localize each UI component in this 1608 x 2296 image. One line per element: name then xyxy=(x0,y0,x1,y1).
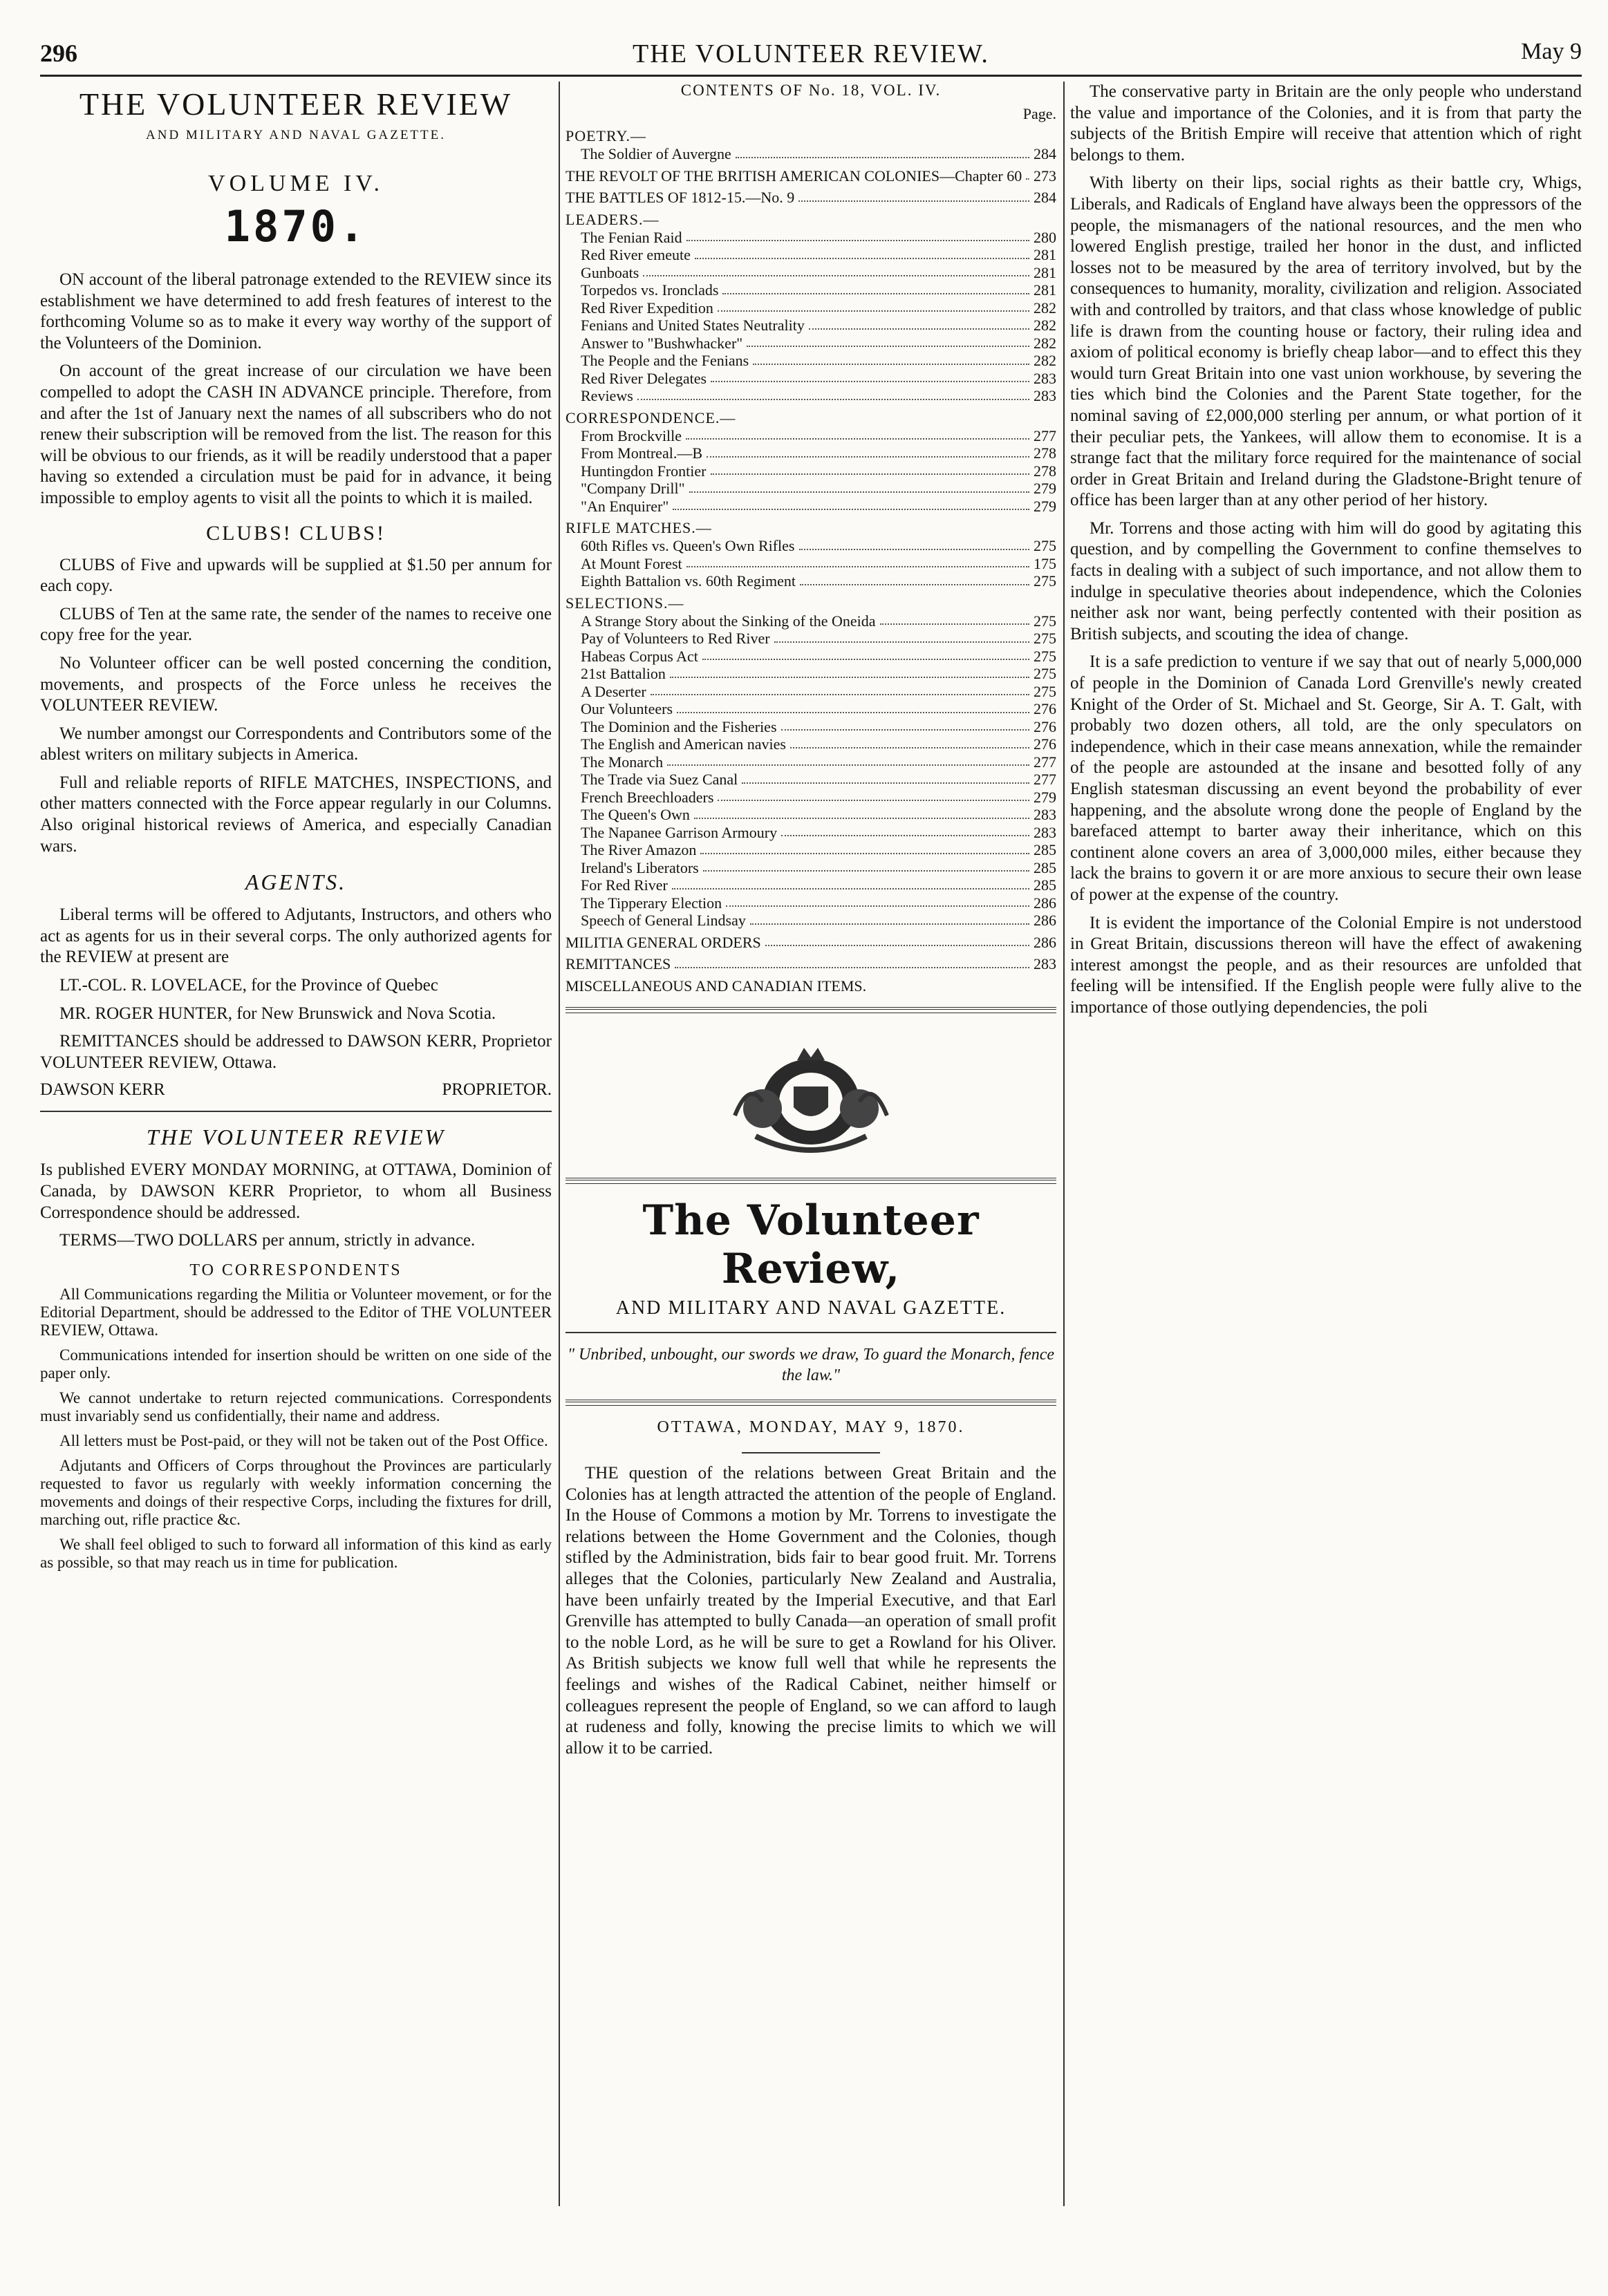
toc-leader-dots xyxy=(1026,167,1029,180)
toc-entry-title: Our Volunteers xyxy=(581,700,673,717)
toc-section xyxy=(565,127,1056,163)
toc-entry-page: 282 xyxy=(1034,317,1056,334)
clubs-paragraph: No Volunteer officer can be well posted concerning the condition, movements, and prospects of the Force unless he receives the VOLUNTEER REVIEW. xyxy=(40,653,552,715)
toc-leader-dots xyxy=(799,537,1030,550)
toc-entry-title: Gunboats xyxy=(581,263,639,281)
column-rule-2 xyxy=(1063,82,1065,2206)
toc-entry-title: Fenians and United States Neutrality xyxy=(581,317,805,334)
toc-section xyxy=(565,167,1056,185)
toc-leader-dots xyxy=(702,648,1029,661)
dateline-rule xyxy=(742,1452,880,1453)
toc-leader-dots xyxy=(718,789,1029,802)
toc-leader-dots xyxy=(673,498,1029,511)
toc-entry xyxy=(565,572,1056,590)
toc-entry-title: The Soldier of Auvergne xyxy=(581,145,731,162)
toc-leader-dots xyxy=(798,189,1029,202)
toc-entry-title: Speech of General Lindsay xyxy=(581,912,746,929)
toc-entry-title: 60th Rifles vs. Queen's Own Rifles xyxy=(581,537,795,554)
clubs-paragraph: Full and reliable reports of RIFLE MATCHES, INSPECTIONS, and other matters connected with the Force appear regularly in our Columns. Also original historical reviews of America, and especially Canadian wars. xyxy=(40,773,552,856)
column-middle xyxy=(565,82,1056,2268)
toc-entry-title: "An Enquirer" xyxy=(581,497,669,515)
toc-entry xyxy=(565,370,1056,388)
toc-entry-page: 279 xyxy=(1034,497,1056,515)
toc-entry xyxy=(565,480,1056,498)
toc-entry xyxy=(565,683,1056,701)
publication-subtitle: AND MILITARY AND NAVAL GAZETTE. xyxy=(146,128,446,142)
toc-leader-dots xyxy=(637,387,1029,400)
toc-entry-page: 275 xyxy=(1034,537,1056,554)
toc-entry-page: 175 xyxy=(1034,554,1056,572)
toc-entry xyxy=(565,281,1056,299)
toc-entry xyxy=(565,444,1056,462)
toc-leader-dots xyxy=(711,370,1029,383)
toc-entry xyxy=(565,977,1056,995)
toc-leader-dots xyxy=(726,894,1029,907)
toc-entry-page: 275 xyxy=(1034,647,1056,665)
toc-leader-dots xyxy=(747,335,1029,348)
notice-paragraph: ON account of the liberal patronage extended to the REVIEW since its establishment we have determined to add fresh features of interest to the forthcoming Volume so as to make it every way worthy of the support of the Volunteers of the Dominion. xyxy=(40,270,552,352)
toc-leader-dots xyxy=(689,480,1029,493)
toc-leader-dots xyxy=(672,876,1029,890)
toc-leader-dots xyxy=(643,264,1029,277)
toc-entry-title: REMITTANCES xyxy=(565,955,671,972)
toc-leader-dots xyxy=(670,665,1029,678)
publication-title: THE VOLUNTEER REVIEW xyxy=(79,86,513,122)
toc-leader-dots xyxy=(686,229,1029,242)
agents-paragraph: MR. ROGER HUNTER, for New Brunswick and Nova Scotia. xyxy=(59,1004,496,1023)
toc-entry-page: 283 xyxy=(1034,806,1056,823)
masthead-title: The Volunteer Review, xyxy=(642,1196,980,1293)
toc-entry xyxy=(565,537,1056,555)
toc-entry-page: 275 xyxy=(1034,572,1056,590)
toc-entry-title: Red River Delegates xyxy=(581,369,707,387)
clubs-paragraph: CLUBS of Ten at the same rate, the sender of the names to receive one copy free for the year. xyxy=(40,604,552,645)
column-right xyxy=(1070,82,1582,2268)
toc-entry-page: 281 xyxy=(1034,246,1056,263)
toc-leader-dots xyxy=(677,700,1029,713)
toc-entry-title: Habeas Corpus Act xyxy=(581,647,698,665)
toc-section xyxy=(565,934,1056,952)
masthead-underline xyxy=(565,1332,1056,1333)
masthead-rule xyxy=(565,1178,1056,1184)
clubs-paragraph: CLUBS of Five and upwards will be supplied at $1.50 per annum for each copy. xyxy=(40,555,552,596)
notice-paragraph: On account of the great increase of our circulation we have been compelled to adopt the CASH IN ADVANCE principle. Therefore, from and after the 1st of January next the names of all subscribers who do not renew their subscription will be removed from the list. The reason for this will be obvious to our friends, as it will be readily understood that a paper having so extended a circulation must be paid for in advance, it being impossible to employ agents to visit all the points to which it is mailed. xyxy=(40,361,552,507)
article-paragraph: THE question of the relations between Great Britain and the Colonies has at length attracted the attention of the people of England. In the House of Commons a motion by Mr. Torrens to investigate the relations between the Home Government and the Colonies, though stifled by the Administration, bids fair to bear good fruit. Mr. Torrens alleges that the Colonies, particularly New Zealand and Australia, have been unfairly treated by the Imperial Executive, and that Earl Grenville has attempted to bully Canada—an operation of small profit to the noble Lord, as he will be sure to get a Rowland for his Oliver. As British subjects we know full well that while he represents the feelings and wishes of the Radical Cabinet, neither himself or colleagues represent the people of England, so we can afford to laugh at rudeness and folly, knowing the precise limits to which we will allow it to be carried. xyxy=(565,1464,1056,1758)
toc-leader-dots xyxy=(686,427,1029,440)
agents-paragraph: Liberal terms will be offered to Adjutants, Instructors, and others who act as agents for us in their several corps. The only authorized agents for the REVIEW at present are xyxy=(40,905,552,967)
toc-entry xyxy=(565,912,1056,930)
toc-entry-title: A Strange Story about the Sinking of the Oneida xyxy=(581,612,876,630)
toc-entry-page: 285 xyxy=(1034,858,1056,876)
toc-entry-title: 21st Battalion xyxy=(581,665,666,682)
toc-section-heading: SELECTIONS.— xyxy=(565,594,684,612)
toc-entry-title: The Dominion and the Fisheries xyxy=(581,717,777,735)
toc-entry xyxy=(565,612,1056,630)
agents-paragraph: LT.-COL. R. LOVELACE, for the Province of Quebec xyxy=(59,976,438,995)
toc-entry-title: Pay of Volunteers to Red River xyxy=(581,630,770,647)
toc-section xyxy=(565,977,1056,995)
toc-entry xyxy=(565,806,1056,824)
toc-entry-title: Eighth Battalion vs. 60th Regiment xyxy=(581,572,796,590)
toc-entry-page: 282 xyxy=(1034,334,1056,352)
toc-entry xyxy=(565,648,1056,666)
toc-leader-dots xyxy=(736,145,1029,158)
toc-entry-page: 282 xyxy=(1034,299,1056,317)
toc-entry xyxy=(565,771,1056,789)
masthead-motto: " Unbribed, unbought, our swords we draw, To guard the Monarch, fence the law." xyxy=(567,1346,1055,1384)
toc-entry-page: 276 xyxy=(1034,735,1056,753)
toc-entry-title: THE REVOLT OF THE BRITISH AMERICAN COLONIES—Chapter 60 xyxy=(565,167,1022,185)
toc-entry-page: 275 xyxy=(1034,630,1056,647)
page-number: 296 xyxy=(40,39,77,67)
article-paragraph: It is evident the importance of the Colonial Empire is not understood in Great Britain, discussions thereon will have the effect of awakening interest amongst the people, and as their resources are unfolded that feeling will be intensified. If the English people were fully alive to the importance of those outlying dependencies, the poli xyxy=(1070,913,1582,1017)
dateline: OTTAWA, MONDAY, MAY 9, 1870. xyxy=(657,1418,965,1436)
toc-entry-page: 275 xyxy=(1034,682,1056,700)
proprietor-name: DAWSON KERR xyxy=(40,1080,165,1100)
toc-leader-dots xyxy=(667,753,1029,766)
toc-entry-page: 285 xyxy=(1034,876,1056,894)
toc-entry-title: The Fenian Raid xyxy=(581,228,682,246)
page-header xyxy=(40,33,1582,77)
toc-entry xyxy=(565,789,1056,807)
toc-entry-page: 286 xyxy=(1034,912,1056,929)
toc-entry-title: Answer to "Bushwhacker" xyxy=(581,334,743,352)
toc-entry-page: 277 xyxy=(1034,753,1056,771)
toc-entry-page: 277 xyxy=(1034,426,1056,444)
toc-leader-dots xyxy=(700,841,1029,854)
toc-entry xyxy=(565,955,1056,973)
toc-entry xyxy=(565,555,1056,573)
toc-leader-dots xyxy=(781,824,1029,837)
toc-leader-dots xyxy=(753,352,1029,365)
toc-entry xyxy=(565,427,1056,445)
toc-entry xyxy=(565,894,1056,912)
contents-page-label: Page. xyxy=(1022,105,1056,122)
toc-leader-dots xyxy=(800,572,1029,585)
toc-entry xyxy=(565,753,1056,771)
toc-entry-title: A Deserter xyxy=(581,682,646,700)
toc-entry-page: 281 xyxy=(1034,263,1056,281)
running-title: THE VOLUNTEER REVIEW. xyxy=(633,39,989,68)
royal-arms-ornament xyxy=(728,1033,894,1157)
toc-section-heading: LEADERS.— xyxy=(565,210,660,228)
toc-entry-title: At Mount Forest xyxy=(581,554,682,572)
toc-section xyxy=(565,519,1056,590)
running-date: May 9 xyxy=(1521,39,1582,64)
correspondents-paragraph: Adjutants and Officers of Corps throughout the Provinces are particularly requested to favor us regularly with weekly information concerning the movements and doings of their respective Corps, including the fixtures for drill, marching out, rifle practice &c. xyxy=(40,1456,552,1528)
toc-entry-title: The Queen's Own xyxy=(581,806,690,823)
correspondents-paragraph: All Communications regarding the Militia or Volunteer movement, or for the Editorial Department, should be addressed to the Editor of THE VOLUNTEER REVIEW, Ottawa. xyxy=(40,1285,552,1339)
toc-entry xyxy=(565,246,1056,264)
toc-entry xyxy=(565,462,1056,480)
article-paragraph: It is a safe prediction to venture if we say that out of nearly 5,000,000 of people in the Dominion of Canada Lord Grenville's newly created Knight of the Order of St. Michael and St. George, Sir A. T. Galt, with probably two dozen others, all told, are the only speculators on independence, which in their case means annexation, while the remainder of the people are astounded at the insane and besotted folly of any English statesman discussing an event beyond the probability of ever happening, and the absolute wrong done the people of England by the barefaced attempt to barter away their inheritance, which on this continent alone covers an area of 3,000,000 miles, either because they lack the brains to govern it or are more anxious to secure their own lease of power at the expense of the country. xyxy=(1070,652,1582,904)
toc-entry xyxy=(565,299,1056,317)
toc-leader-dots xyxy=(694,806,1029,819)
toc-entry xyxy=(565,387,1056,405)
toc-entry xyxy=(565,264,1056,282)
toc-entry-page: 275 xyxy=(1034,665,1056,682)
toc-entry xyxy=(565,735,1056,753)
column-rule-1 xyxy=(559,82,560,2206)
toc-entry-page: 286 xyxy=(1034,894,1056,912)
tvr-heading: THE VOLUNTEER REVIEW xyxy=(146,1125,446,1150)
toc-entry-page: 283 xyxy=(1034,955,1056,972)
toc-entry-page: 284 xyxy=(1034,145,1056,162)
contents-rule xyxy=(565,1007,1056,1013)
toc-entry xyxy=(565,876,1056,894)
toc-leader-dots xyxy=(790,735,1029,749)
toc-entry xyxy=(565,189,1056,207)
toc-leader-dots xyxy=(742,771,1029,784)
toc-leader-dots xyxy=(675,955,1029,968)
toc-entry xyxy=(565,335,1056,352)
article-paragraph: Mr. Torrens and those acting with him will do good by agitating this question, and by compelling the Government to confine themselves to facts in dealing with a subject of such importance, and not allow them to indulge in speculative theories about independence, which the Colonies neither ask nor want, being perfectly contented with their position as British subjects, and scouting the idea of change. xyxy=(1070,518,1582,643)
toc-section xyxy=(565,409,1056,516)
toc-leader-dots xyxy=(809,317,1029,330)
tvr-paragraph: TERMS—TWO DOLLARS per annum, strictly in advance. xyxy=(59,1231,476,1250)
toc-entry-title: Torpedos vs. Ironclads xyxy=(581,281,719,299)
correspondents-paragraph: We shall feel obliged to such to forward all information of this kind as early as possible, so that may reach us in time for publication. xyxy=(40,1535,552,1571)
toc-entry-page: 277 xyxy=(1034,771,1056,788)
toc-leader-dots xyxy=(718,299,1029,312)
toc-entry-title: The Tipperary Election xyxy=(581,894,722,912)
toc-leader-dots xyxy=(880,612,1030,625)
toc-entry-title: The People and the Fenians xyxy=(581,352,749,369)
article-paragraph: With liberty on their lips, social rights as their battle cry, Whigs, Liberals, and Radicals of England have always been the oppressors of the people, the mismanagers of the national resources, and the men who lowered English prestige, trailed her honor in the dust, and inflicted losses not to be measured by the area of territory involved, but by the consequences to humanity, morality, civilization and religion. Associated with and controlled by traitors, and that class whose knowledge of public life is drawn from the counting house or factory, their ruling idea and axiom of political economy is briefly cheap labor—and to effect this they would turn Great Britain into one vast union workhouse, by severing the ties which bind the Colonies and the Parent State together, for the nominal saving of £2,000,000 sterling per annum, or what portion of it their peculiar pets, the Yankees, will allow them to economise. It is a strange fact that the military force required for the maintenance of social order in Great Britain and Ireland during the Gladstone-Bright tenure of office has been larger than at any other period of her history. xyxy=(1070,173,1582,510)
toc-entry-page: 279 xyxy=(1034,480,1056,497)
toc-entry xyxy=(565,824,1056,842)
toc-entry-page: 283 xyxy=(1034,369,1056,387)
toc-entry-title: From Montreal.—B xyxy=(581,444,702,462)
toc-leader-dots xyxy=(750,912,1029,925)
column-left xyxy=(40,82,552,2268)
table-of-contents xyxy=(565,127,1056,995)
toc-entry xyxy=(565,167,1056,185)
toc-entry-page: 276 xyxy=(1034,700,1056,717)
proprietor-line xyxy=(40,1080,552,1100)
toc-entry xyxy=(565,718,1056,736)
proprietor-label: PROPRIETOR. xyxy=(442,1080,552,1100)
volume-label: VOLUME IV. xyxy=(208,171,384,196)
correspondents-paragraph: Communications intended for insertion should be written on one side of the paper only. xyxy=(40,1346,552,1382)
toc-entry xyxy=(565,145,1056,163)
toc-entry xyxy=(565,665,1056,683)
toc-leader-dots xyxy=(722,281,1029,294)
toc-entry xyxy=(565,934,1056,952)
toc-entry-title: THE BATTLES OF 1812-15.—No. 9 xyxy=(565,189,795,206)
toc-entry-title: The Napanee Garrison Armoury xyxy=(581,823,778,841)
motto-rule xyxy=(565,1400,1056,1406)
toc-leader-dots xyxy=(686,555,1029,568)
toc-entry-page: 283 xyxy=(1034,823,1056,841)
section-rule xyxy=(40,1111,552,1112)
contents-title: CONTENTS OF No. 18, VOL. IV. xyxy=(680,82,942,99)
toc-entry-title: The Monarch xyxy=(581,753,664,771)
toc-section-heading: CORRESPONDENCE.— xyxy=(565,408,736,426)
toc-entry-title: Huntingdon Frontier xyxy=(581,462,707,480)
volume-year: 1870. xyxy=(224,201,368,252)
toc-entry-title: MILITIA GENERAL ORDERS xyxy=(565,933,761,951)
toc-section xyxy=(565,594,1056,930)
toc-entry-page: 273 xyxy=(1034,167,1056,185)
clubs-heading: CLUBS! CLUBS! xyxy=(206,521,386,545)
toc-section-heading: RIFLE MATCHES.— xyxy=(565,519,712,536)
tvr-paragraph: Is published EVERY MONDAY MORNING, at OTTAWA, Dominion of Canada, by DAWSON KERR Proprietor, to whom all Business Correspondence should be addressed. xyxy=(40,1160,552,1222)
agents-heading: AGENTS. xyxy=(245,869,347,895)
correspondents-heading: TO CORRESPONDENTS xyxy=(189,1261,402,1279)
toc-entry-page: 275 xyxy=(1034,612,1056,630)
toc-entry xyxy=(565,841,1056,859)
toc-leader-dots xyxy=(781,718,1029,731)
toc-section xyxy=(565,189,1056,207)
toc-leader-dots xyxy=(774,630,1029,643)
toc-entry-title: French Breechloaders xyxy=(581,788,714,806)
toc-entry-page: 276 xyxy=(1034,717,1056,735)
toc-entry-title: Reviews xyxy=(581,387,633,404)
toc-entry-page: 286 xyxy=(1034,933,1056,951)
toc-section xyxy=(565,955,1056,973)
toc-entry-title: From Brockville xyxy=(581,426,682,444)
toc-leader-dots xyxy=(703,859,1029,872)
toc-entry-title: Ireland's Liberators xyxy=(581,858,699,876)
agents-paragraph: REMITTANCES should be addressed to DAWSON KERR, Proprietor VOLUNTEER REVIEW, Ottawa. xyxy=(40,1032,552,1072)
toc-entry-title: The Trade via Suez Canal xyxy=(581,771,738,788)
toc-leader-dots xyxy=(651,683,1029,696)
toc-entry-page: 284 xyxy=(1034,189,1056,206)
correspondents-paragraph: We cannot undertake to return rejected communications. Correspondents must invariably send us confidentially, their name and address. xyxy=(40,1389,552,1424)
toc-entry-page: 285 xyxy=(1034,841,1056,858)
toc-entry xyxy=(565,630,1056,648)
toc-entry xyxy=(565,859,1056,877)
toc-entry-page: 279 xyxy=(1034,788,1056,806)
toc-entry-page: 280 xyxy=(1034,228,1056,246)
toc-entry-title: The River Amazon xyxy=(581,841,697,858)
toc-entry-title: The English and American navies xyxy=(581,735,786,753)
toc-entry-title: MISCELLANEOUS AND CANADIAN ITEMS. xyxy=(565,977,867,995)
toc-entry-page: 283 xyxy=(1034,387,1056,404)
toc-leader-dots xyxy=(765,934,1029,947)
toc-entry xyxy=(565,700,1056,718)
article-paragraph: The conservative party in Britain are the only people who understand the value and importance of the Colonies, and it is from that party the subjects of the British Empire will receive that attention which of right belongs to them. xyxy=(1070,82,1582,164)
toc-entry xyxy=(565,352,1056,370)
toc-entry-page: 278 xyxy=(1034,444,1056,462)
toc-entry xyxy=(565,498,1056,516)
toc-section xyxy=(565,211,1056,405)
toc-entry xyxy=(565,229,1056,247)
toc-entry-title: Red River emeute xyxy=(581,246,691,263)
toc-entry-page: 282 xyxy=(1034,352,1056,369)
toc-leader-dots xyxy=(707,444,1029,458)
toc-leader-dots xyxy=(695,246,1029,259)
clubs-paragraph: We number amongst our Correspondents and Contributors some of the ablest writers on military subjects in America. xyxy=(40,724,552,764)
toc-entry xyxy=(565,317,1056,335)
toc-entry-title: For Red River xyxy=(581,876,668,894)
masthead-subtitle: AND MILITARY AND NAVAL GAZETTE. xyxy=(615,1297,1007,1319)
toc-entry-title: Red River Expedition xyxy=(581,299,713,317)
correspondents-paragraph: All letters must be Post-paid, or they will not be taken out of the Post Office. xyxy=(59,1431,548,1449)
toc-entry-page: 281 xyxy=(1034,281,1056,299)
toc-leader-dots xyxy=(711,462,1030,476)
toc-entry-page: 278 xyxy=(1034,462,1056,480)
toc-section-heading: POETRY.— xyxy=(565,127,647,144)
toc-entry-title: "Company Drill" xyxy=(581,480,685,497)
